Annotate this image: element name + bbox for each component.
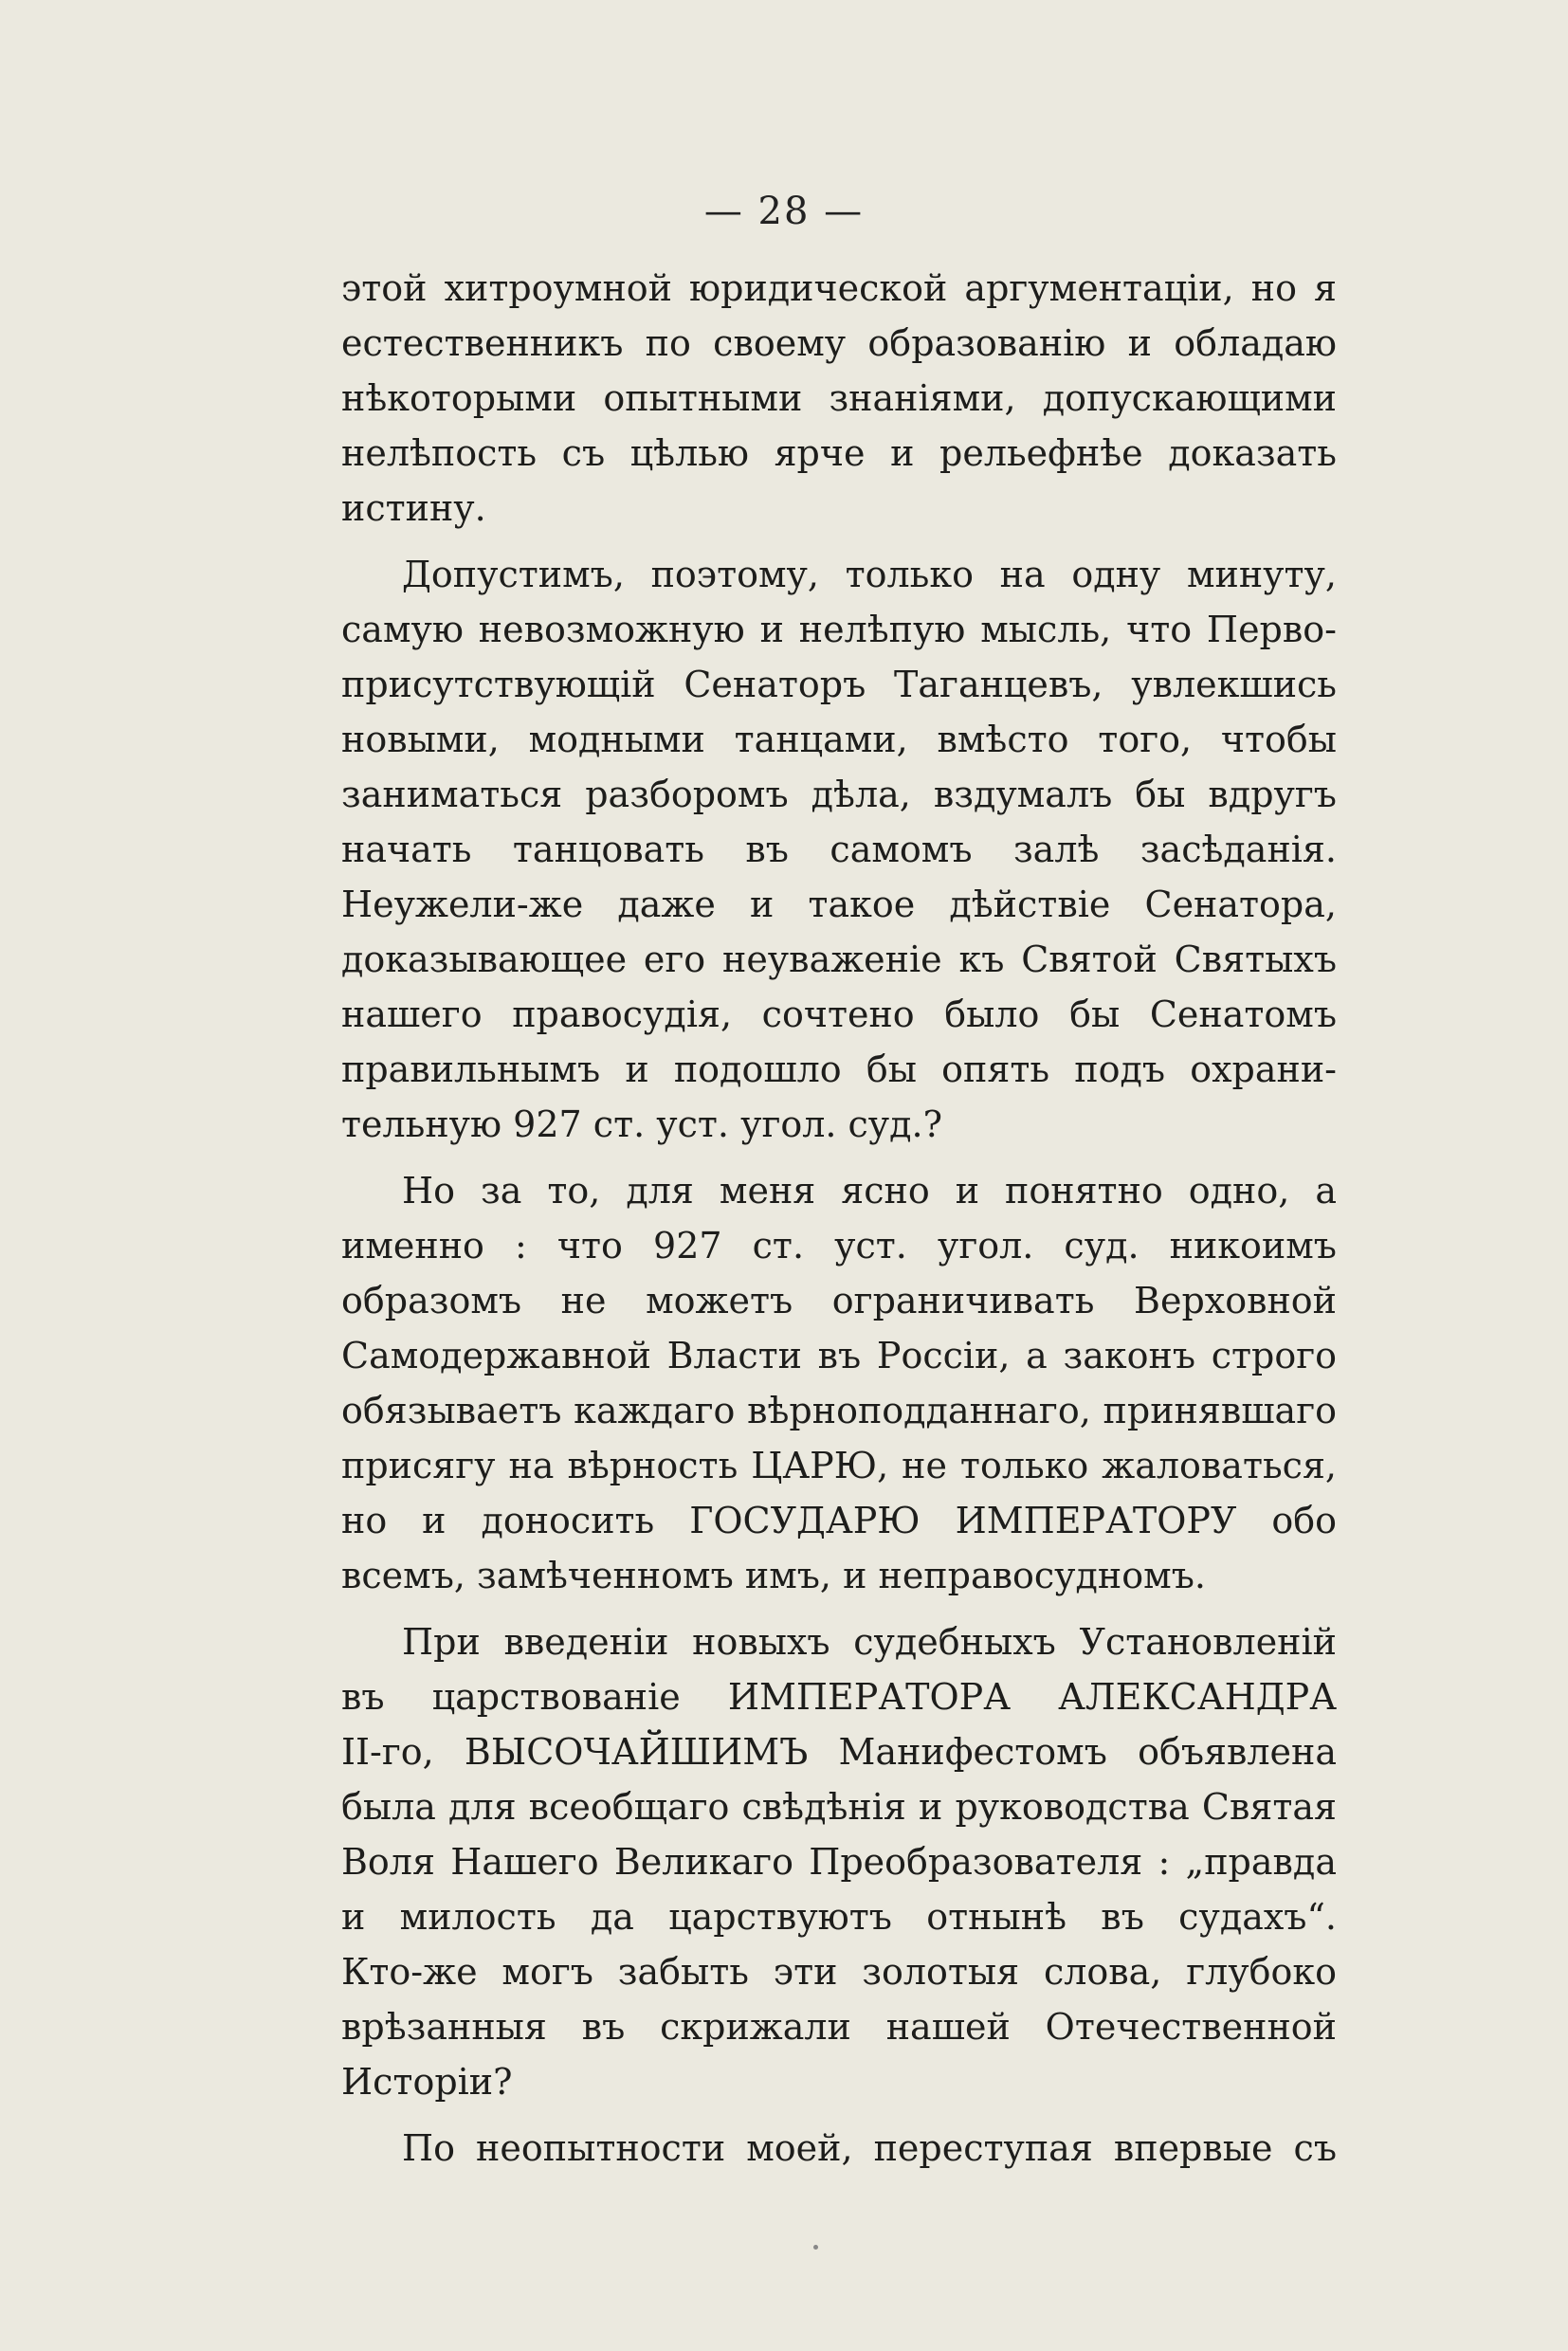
text-line: въ царствованіе ИМПЕРАТОРА АЛЕКСАНДРА (341, 1676, 1337, 1718)
text-line: тельную 927 ст. уст. угол. суд.? (341, 1103, 943, 1145)
text-line: При введеніи новыхъ судебныхъ Установленій (402, 1621, 1337, 1663)
text-line: всемъ, замѣченномъ имъ, и неправосудномъ. (341, 1555, 1206, 1596)
text-line: Допустимъ, поэтому, только на одну минуту, (402, 554, 1337, 595)
text-line: новыми, модными танцами, вмѣсто того, чтобы (341, 719, 1337, 760)
paragraph (341, 547, 1337, 1152)
paper-speck (813, 2245, 818, 2250)
text-line: самую невозможную и нелѣпую мысль, что Перво- (341, 609, 1337, 650)
text-line: естественникъ по своему образованію и обладаю (341, 322, 1337, 364)
text-line: обязываетъ каждаго вѣрноподданнаго, принявшаго (341, 1390, 1337, 1431)
text-line: II-го, ВЫСОЧАЙШИМЪ Манифестомъ объявлена (341, 1731, 1337, 1773)
text-line: но и доносить ГОСУДАРЮ ИМПЕРАТОРУ обо (341, 1500, 1337, 1541)
text-line: начать танцовать въ самомъ залѣ засѣданія. (341, 829, 1337, 870)
text-line: Исторіи? (341, 2061, 513, 2103)
text-line: и милость да царствуютъ отнынѣ въ судахъ“. (341, 1896, 1337, 1938)
text-line: Кто-же могъ забыть эти золотыя слова, глубоко (341, 1951, 1337, 1993)
text-line: врѣзанныя въ скрижали нашей Отечественной (341, 2006, 1337, 2048)
text-line: присягу на вѣрность ЦАРЮ, не только жаловаться, (341, 1445, 1337, 1486)
text-line: заниматься разборомъ дѣла, вздумалъ бы вдругъ (341, 774, 1337, 815)
page-number: — 28 — (703, 190, 865, 233)
text-line: истину. (341, 487, 486, 529)
paragraph (341, 1614, 1337, 2109)
text-line: Самодержавной Власти въ Россіи, а законъ строго (341, 1335, 1337, 1376)
text-line: образомъ не можетъ ограничивать Верховной (341, 1280, 1337, 1321)
text-line: Воля Нашего Великаго Преобразователя : „правда (341, 1841, 1337, 1883)
text-line: этой хитроумной юридической аргументаціи, но я (341, 267, 1337, 309)
text-line: По неопытности моей, переступая впервые съ (402, 2127, 1337, 2169)
text-line: именно : что 927 ст. уст. угол. суд. никоимъ (341, 1225, 1337, 1267)
text-line: нѣкоторыми опытными знаніями, допускающими (341, 377, 1337, 419)
text-line: присутствующій Сенаторъ Таганцевъ, увлекшись (341, 664, 1337, 705)
text-line: Неужели-же даже и такое дѣйствіе Сенатора, (341, 884, 1337, 925)
text-line: доказывающее его неуваженіе къ Святой Святыхъ (341, 939, 1337, 980)
paragraph (341, 1163, 1337, 1603)
paragraph (341, 261, 1337, 536)
text-line: Но за то, для меня ясно и понятно одно, а (402, 1170, 1337, 1212)
text-line: правильнымъ и подошло бы опять подъ охрани- (341, 1048, 1337, 1090)
paragraph (341, 2121, 1337, 2176)
text-line: была для всеобщаго свѣдѣнія и руководства Святая (341, 1786, 1337, 1828)
text-line: нашего правосудія, сочтено было бы Сенатомъ (341, 993, 1337, 1035)
body-text (341, 261, 1337, 2187)
text-line: нелѣпость съ цѣлью ярче и рельефнѣе доказать (341, 432, 1337, 474)
